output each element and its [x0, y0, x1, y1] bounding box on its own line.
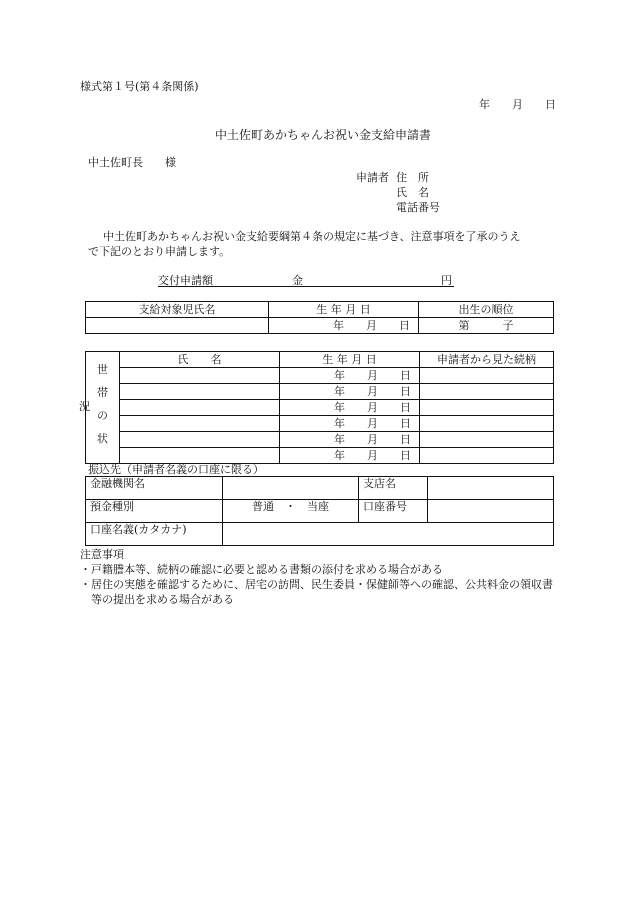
bank-account-type-options[interactable]: 普通 ・ 当座 [223, 500, 359, 523]
addressee: 中土佐町長 様 [88, 156, 176, 169]
table-row [86, 400, 554, 416]
notes-item-2: ・居住の実態を確認するために、居宅の訪問、民生委員・保健師等への確認、公共料金の領収書 [80, 578, 553, 591]
bank-account-number-label: 口座番号 [359, 500, 428, 523]
bank-account-name-label: 口座名義(カタカナ) [86, 523, 223, 546]
household-birth-header: 生 年 月 日 [280, 352, 420, 368]
bank-branch-cell[interactable] [428, 477, 554, 500]
household-relation-cell[interactable] [420, 416, 554, 432]
table-row [86, 416, 554, 432]
child-table [85, 301, 554, 334]
household-side-label [86, 352, 120, 464]
body-text-line1: 中土佐町あかちゃんお祝い金支給要綱第４条の規定に基づき、注意事項を了承のうえ [103, 230, 521, 243]
household-table [85, 351, 554, 464]
table-row [86, 384, 554, 400]
child-birth-cell[interactable]: 年 月 日 [269, 318, 419, 334]
applicant-phone-label: 電話番号 [396, 201, 440, 214]
household-birth-cell[interactable]: 年 月 日 [280, 368, 420, 384]
child-name-header: 支給対象児氏名 [86, 302, 269, 318]
child-order-header: 出生の順位 [419, 302, 554, 318]
household-relation-cell[interactable] [420, 400, 554, 416]
household-birth-cell[interactable]: 年 月 日 [280, 416, 420, 432]
household-name-cell[interactable] [120, 400, 280, 416]
applicant-address-label: 住 所 [396, 171, 429, 184]
amount-kin: 金 [292, 274, 303, 287]
household-relation-cell[interactable] [420, 432, 554, 448]
household-birth-cell[interactable]: 年 月 日 [280, 384, 420, 400]
bank-account-number-cell[interactable] [428, 500, 554, 523]
child-name-cell[interactable] [86, 318, 269, 334]
amount-yen: 円 [441, 274, 452, 287]
side-char-3: の [97, 408, 108, 422]
table-row [86, 368, 554, 384]
bank-account-type-label: 預金種別 [86, 500, 223, 523]
notes-heading: 注意事項 [80, 548, 124, 561]
bank-institution-cell[interactable] [223, 477, 359, 500]
household-name-cell[interactable] [120, 416, 280, 432]
page-title: 中土佐町あかちゃんお祝い金支給申請書 [215, 128, 432, 142]
applicant-name-label: 氏 名 [396, 186, 429, 199]
notes-item-1: ・戸籍謄本等、続柄の確認に必要と認める書類の添付を求める場合がある [80, 563, 443, 576]
household-relation-header: 申請者から見た続柄 [420, 352, 554, 368]
household-relation-cell[interactable] [420, 368, 554, 384]
body-text-line2: で下記のとおり申請します。 [88, 245, 231, 258]
form-number: 様式第１号(第４条関係) [80, 80, 199, 93]
date-line: 年 月 日 [479, 98, 556, 111]
household-side-left: 況 [79, 400, 90, 413]
bank-table [85, 476, 554, 546]
household-name-cell[interactable] [120, 432, 280, 448]
household-birth-cell[interactable]: 年 月 日 [280, 448, 420, 464]
side-char-4: 状 [97, 431, 108, 445]
bank-institution-label: 金融機関名 [86, 477, 223, 500]
bank-account-name-cell[interactable] [223, 523, 554, 546]
notes-item-3: 等の提出を求める場合がある [80, 593, 234, 606]
household-name-cell[interactable] [120, 384, 280, 400]
household-birth-cell[interactable]: 年 月 日 [280, 400, 420, 416]
household-relation-cell[interactable] [420, 384, 554, 400]
household-birth-cell[interactable]: 年 月 日 [280, 432, 420, 448]
amount-label: 交付申請額 [158, 274, 213, 287]
household-relation-cell[interactable] [420, 448, 554, 464]
child-birth-header: 生 年 月 日 [269, 302, 419, 318]
side-char-1: 世 [97, 362, 108, 376]
household-name-header: 氏 名 [120, 352, 280, 368]
side-char-2: 帯 [97, 385, 108, 399]
applicant-label: 申請者 [356, 171, 389, 184]
bank-branch-label: 支店名 [359, 477, 428, 500]
amount-line [158, 272, 454, 287]
table-row [86, 432, 554, 448]
bank-heading: 振込先（申請者名義の口座に限る） [88, 463, 264, 476]
household-name-cell[interactable] [120, 368, 280, 384]
child-order-cell[interactable]: 第 子 [419, 318, 554, 334]
